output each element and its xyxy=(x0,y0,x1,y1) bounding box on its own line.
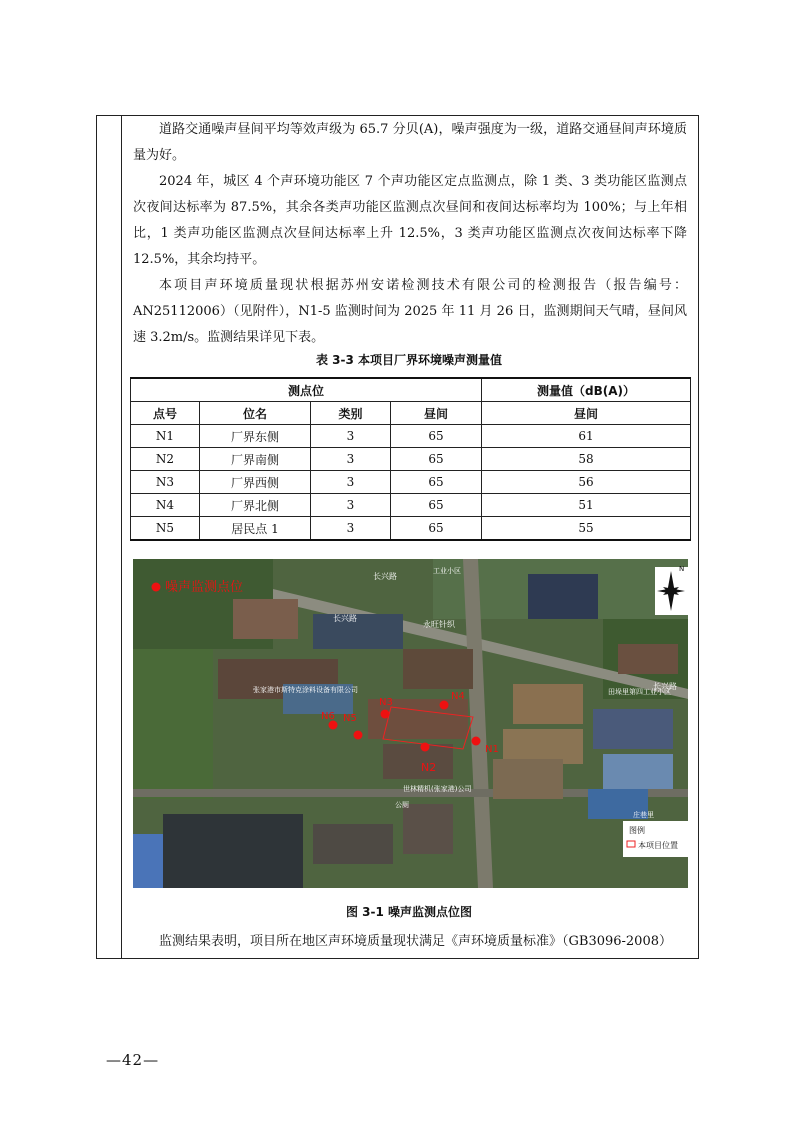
label-n3: N3 xyxy=(379,697,393,708)
label-n1: N1 xyxy=(485,744,499,755)
cell-name: 厂界北侧 xyxy=(200,494,311,517)
label-n4: N4 xyxy=(451,691,465,702)
legend-box xyxy=(623,821,688,857)
cell-class: 3 xyxy=(311,448,391,471)
col-header-name: 位名 xyxy=(200,402,311,425)
table-row xyxy=(131,494,691,517)
cell-name: 厂界西侧 xyxy=(200,471,311,494)
cell-point: N4 xyxy=(131,494,200,517)
cell-point: N3 xyxy=(131,471,200,494)
cell-measured: 58 xyxy=(482,448,691,471)
legend-box-title: 图例 xyxy=(629,826,645,835)
legend-title: 噪声监测点位 xyxy=(165,580,244,595)
satellite-image xyxy=(133,559,688,888)
place-label: 张家港市斯特克涂料设备有限公司 xyxy=(253,686,358,694)
conclusion-wrap xyxy=(121,929,697,955)
noise-table xyxy=(130,377,691,541)
legend-marker xyxy=(152,583,161,592)
cell-point: N5 xyxy=(131,517,200,541)
paragraph-3: 本项目声环境质量现状根据苏州安诺检测技术有限公司的检测报告（报告编号：AN25112006）（见附件），N1-5 监测时间为 2025 年 11 月 26 日，监测期间天气晴，昼间风速 3.2m/s。监测结果详见下表。 xyxy=(133,278,687,345)
legend-box-item: 本项目位置 xyxy=(638,841,678,850)
cell-point: N2 xyxy=(131,448,200,471)
noise-monitoring-map xyxy=(133,559,688,888)
cell-limit: 65 xyxy=(391,494,482,517)
cell-measured: 55 xyxy=(482,517,691,541)
place-label: 工业小区 xyxy=(433,567,461,575)
cell-name: 厂界南侧 xyxy=(200,448,311,471)
road-label: 长兴路 xyxy=(653,682,677,691)
paragraph-1: 道路交通噪声昼间平均等效声级为 65.7 分贝(A)，噪声强度为一级，道路交通昼间声环境质量为好。 xyxy=(133,122,687,163)
label-n6: N6 xyxy=(321,711,335,722)
page-number: —42— xyxy=(106,1051,160,1069)
cell-name: 居民点 1 xyxy=(200,517,311,541)
place-label: 公厕 xyxy=(395,801,409,809)
point-marker xyxy=(472,737,481,746)
point-marker xyxy=(421,743,430,752)
table-row xyxy=(131,425,691,448)
group-header-value: 测量值（dB(A)） xyxy=(482,378,691,402)
cell-point: N1 xyxy=(131,425,200,448)
place-label: 庄巷里 xyxy=(633,811,654,819)
table-row xyxy=(131,448,691,471)
table-row xyxy=(131,517,691,541)
table-row xyxy=(131,471,691,494)
point-marker xyxy=(354,731,363,740)
cell-class: 3 xyxy=(311,471,391,494)
north-arrow-icon xyxy=(655,565,688,615)
label-n5: N5 xyxy=(343,713,357,724)
cell-name: 厂界东侧 xyxy=(200,425,311,448)
cell-measured: 51 xyxy=(482,494,691,517)
col-header-point: 点号 xyxy=(131,402,200,425)
cell-measured: 61 xyxy=(482,425,691,448)
cell-limit: 65 xyxy=(391,517,482,541)
paragraph-2: 2024 年，城区 4 个声环境功能区 7 个声功能区定点监测点，除 1 类、3 类功能区监测点次夜间达标率为 87.5%，其余各类声功能区监测点次昼间和夜间达标率均为 100%；与上年相比，1 类声功能区监测点次昼间达标率上升 12.5%，3 类声功能区监测点次夜间达标率下降 12.5%，其余均持平。 xyxy=(133,174,687,267)
col-header-limit: 昼间 xyxy=(391,402,482,425)
place-label: 田垛里第四工业小区 xyxy=(608,688,671,696)
figure-caption: 图 3-1 噪声监测点位图 xyxy=(345,905,473,919)
group-header-location: 测点位 xyxy=(131,378,482,402)
conclusion-paragraph: 监测结果表明，项目所在地区声环境质量现状满足《声环境质量标准》（GB3096-2008） xyxy=(159,934,672,949)
text-block xyxy=(121,115,697,369)
place-label: 永旺针织 xyxy=(423,620,455,629)
cell-limit: 65 xyxy=(391,425,482,448)
cell-limit: 65 xyxy=(391,471,482,494)
cell-class: 3 xyxy=(311,494,391,517)
label-n2: N2 xyxy=(421,761,437,774)
figure-caption-wrap xyxy=(121,903,697,921)
north-label: N xyxy=(679,565,685,573)
point-marker xyxy=(381,710,390,719)
cell-class: 3 xyxy=(311,517,391,541)
road-label: 长兴路 xyxy=(373,572,397,581)
point-marker xyxy=(440,701,449,710)
place-label: 世林精机(张家港)公司 xyxy=(403,785,472,793)
col-header-class: 类别 xyxy=(311,402,391,425)
cell-limit: 65 xyxy=(391,448,482,471)
table-caption: 表 3-3 本项目厂界环境噪声测量值 xyxy=(315,353,503,367)
col-header-measured: 昼间 xyxy=(482,402,691,425)
road-label: 长兴路 xyxy=(333,614,357,623)
cell-class: 3 xyxy=(311,425,391,448)
cell-measured: 56 xyxy=(482,471,691,494)
